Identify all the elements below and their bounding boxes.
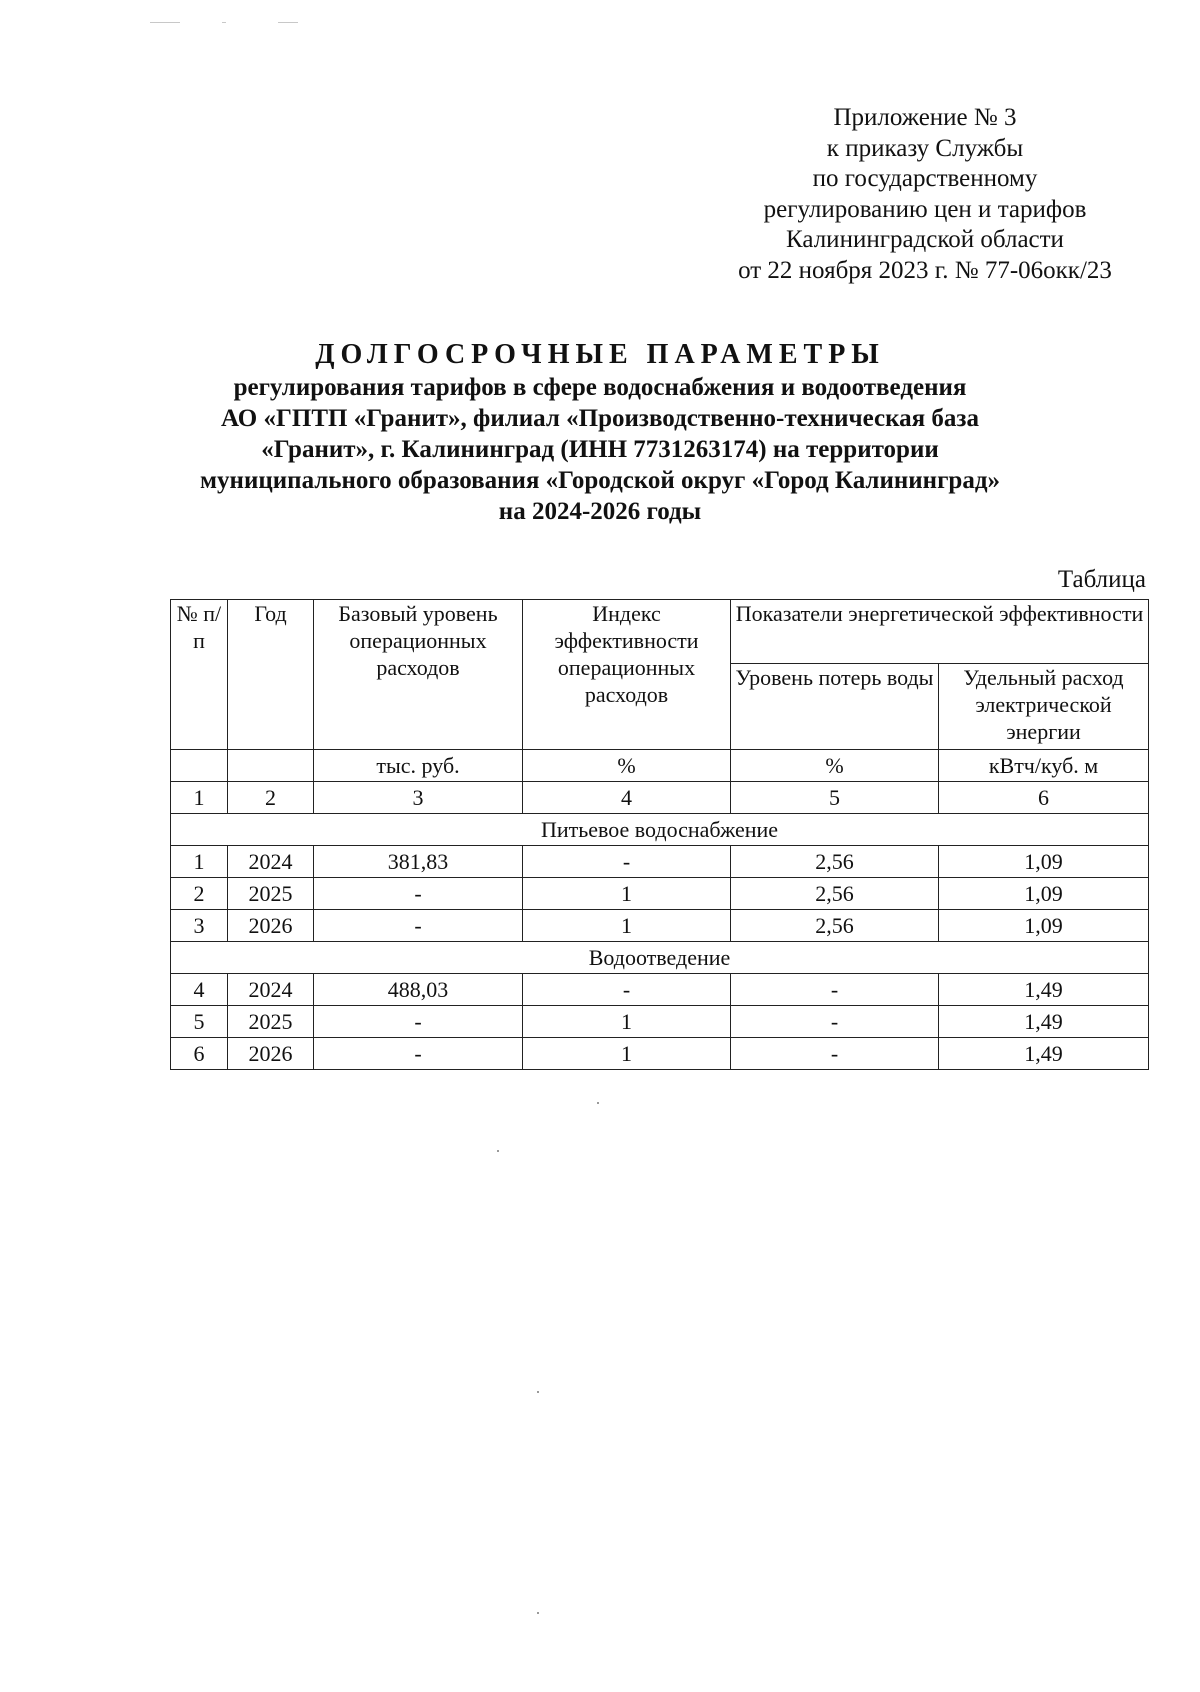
- unit-water-loss: %: [731, 750, 939, 782]
- header-year: Год: [228, 600, 314, 750]
- table-cell: 2,56: [731, 846, 939, 878]
- scan-artifact: [497, 1150, 499, 1152]
- table-cell: 4: [171, 974, 228, 1006]
- table-cell: 5: [171, 1006, 228, 1038]
- table-cell: 1,09: [939, 846, 1149, 878]
- title-line: муниципального образования «Городской округ «Город Калининград»: [200, 467, 1000, 494]
- appendix-line: Приложение № 3: [833, 104, 1017, 131]
- appendix-line: регулированию цен и тарифов: [763, 195, 1087, 223]
- parameters-table: [170, 599, 1149, 1070]
- column-numbers-row: [171, 782, 1149, 814]
- unit-empty: [171, 750, 228, 782]
- table-cell: -: [314, 1006, 523, 1038]
- unit-efficiency-index: %: [523, 750, 731, 782]
- table-cell: 1,09: [939, 910, 1149, 942]
- table-cell: 2026: [228, 1038, 314, 1070]
- main-title: ДОЛГОСРОЧНЫЕ ПАРАМЕТРЫ: [315, 339, 885, 370]
- header-energy-group: Показатели энергетической эффективности: [731, 600, 1149, 664]
- appendix-line: к приказу Службы: [826, 134, 1024, 162]
- table-cell: -: [523, 974, 731, 1006]
- scan-artifact: [537, 1391, 539, 1393]
- table-row: [171, 846, 1149, 878]
- header-efficiency-index: Индекс эффективности операционных расходов: [523, 600, 731, 750]
- table-cell: -: [731, 974, 939, 1006]
- table-row: [171, 1038, 1149, 1070]
- scan-artifact: [537, 1612, 539, 1614]
- header-num: № п/п: [171, 600, 228, 750]
- document-title: [120, 338, 1080, 527]
- table-cell: -: [523, 846, 731, 878]
- table-cell: 1: [523, 1006, 731, 1038]
- table-cell: 2026: [228, 910, 314, 942]
- table-cell: 1,09: [939, 878, 1149, 910]
- section-header-row: [171, 814, 1149, 846]
- title-line: АО «ГПТП «Гранит», филиал «Производственно-техническая база: [221, 405, 979, 432]
- column-number: 3: [314, 782, 523, 814]
- section-title: Водоотведение: [171, 942, 1149, 974]
- title-line: регулирования тарифов в сфере водоснабжения и водоотведения: [233, 374, 967, 401]
- table-cell: 2024: [228, 974, 314, 1006]
- table-cell: 1: [523, 1038, 731, 1070]
- header-specific-consumption: Удельный расход электрической энергии: [939, 664, 1149, 750]
- title-line: на 2024-2026 годы: [498, 498, 702, 525]
- table-cell: 3: [171, 910, 228, 942]
- table-cell: 1: [171, 846, 228, 878]
- scan-artifact: [150, 22, 180, 23]
- table-cell: -: [314, 910, 523, 942]
- table-cell: -: [314, 1038, 523, 1070]
- table-caption: Таблица: [1057, 566, 1146, 593]
- scan-artifact: [597, 1102, 599, 1104]
- scan-artifact: [278, 22, 298, 23]
- table-cell: -: [314, 878, 523, 910]
- section-title: Питьевое водоснабжение: [171, 814, 1149, 846]
- unit-base-level: тыс. руб.: [314, 750, 523, 782]
- appendix-line: по государственному: [812, 165, 1038, 192]
- table-cell: 2,56: [731, 878, 939, 910]
- column-number: 2: [228, 782, 314, 814]
- appendix-line: от 22 ноября 2023 г. № 77-06окк/23: [738, 256, 1112, 284]
- column-number: 1: [171, 782, 228, 814]
- appendix-line: Калининградской области: [786, 226, 1064, 253]
- table-cell: 2025: [228, 878, 314, 910]
- table-row: [171, 1006, 1149, 1038]
- section-header-row: [171, 942, 1149, 974]
- table-cell: 1: [523, 878, 731, 910]
- column-number: 4: [523, 782, 731, 814]
- column-number: 6: [939, 782, 1149, 814]
- table-cell: 1: [523, 910, 731, 942]
- unit-empty: [228, 750, 314, 782]
- appendix-block: [690, 103, 1160, 286]
- table-cell: 2: [171, 878, 228, 910]
- title-line: «Гранит», г. Калининград (ИНН 7731263174) на территории: [261, 436, 939, 463]
- table-cell: -: [731, 1038, 939, 1070]
- units-row: [171, 750, 1149, 782]
- table-cell: 381,83: [314, 846, 523, 878]
- table-cell: 2,56: [731, 910, 939, 942]
- table-cell: 2025: [228, 1006, 314, 1038]
- table-row: [171, 910, 1149, 942]
- table-cell: 1,49: [939, 1038, 1149, 1070]
- scan-artifact: [222, 22, 226, 23]
- table-cell: 1,49: [939, 1006, 1149, 1038]
- table-row: [171, 974, 1149, 1006]
- header-water-loss: Уровень потерь воды: [731, 664, 939, 750]
- table-cell: -: [731, 1006, 939, 1038]
- table-cell: 1,49: [939, 974, 1149, 1006]
- header-row: [171, 600, 1149, 664]
- table-row: [171, 878, 1149, 910]
- table-cell: 2024: [228, 846, 314, 878]
- table-cell: 488,03: [314, 974, 523, 1006]
- header-base-level: Базовый уровень операционных расходов: [314, 600, 523, 750]
- table-cell: 6: [171, 1038, 228, 1070]
- column-number: 5: [731, 782, 939, 814]
- unit-specific-consumption: кВтч/куб. м: [939, 750, 1149, 782]
